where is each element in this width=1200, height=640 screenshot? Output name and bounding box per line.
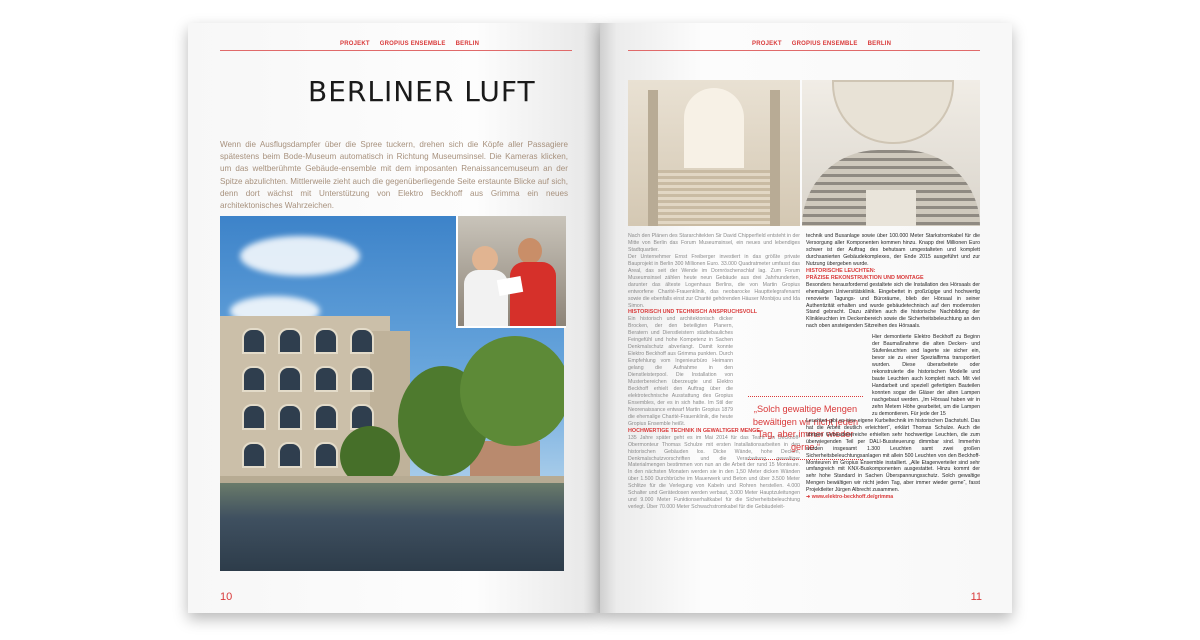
header-item-berlin: BERLIN [867,41,892,47]
paragraph: Besonders herausfordernd gestaltete sich die Installation des Hörsaals der ehemaligen Universitätsklinik. Eingebettet in großzügige und hochwertig renovierte Tagungs- und Büroräume, blieb der Hörsaal in seiner Authentizität erhalten und wurde gebäudetechnisch auf den modernsten Stand gebracht. Dazu zählten auch die historische Nachbildung der Klinikleuchten im Deckenbereich sowie die Sicherheitsbeleuchtung an den nach oben ansteigenden Sitzreihen des Hörsaals. [806,281,980,330]
paragraph: technik und Busanlage sowie über 100.000 Meter Starkstromkabel für die Versorgung aller Komponenten kommen hinzu. Knapp drei Millionen Euro schwer ist der Auftrag des behutsam umgestalteten und komplett durchsanierten Gebäudekomplexes, der Ende 2015 ausgeführt und zur Nutzung übergeben wurde. [806,233,980,267]
subheading: HISTORISCH UND TECHNISCH ANSPRUCHSVOLL [628,309,758,316]
article-title: BERLINER LUFT [308,75,536,108]
paragraph: 135 Jahre später geht es im Mai 2014 für das Team um Beckhoff-Obermonteur Thomas Schulze mit ersten Installationsarbeiten in den historischen Gebäuden los. Dicke Wände, hohe Decken, Denkmalschutzvorschriften und die Verarbeitung gewaltiger Materialmengen bestimmen von nun an die Arbeit der rund 15 Monteure. In den nächsten Monaten werden sie in den 1,50 Meter dicken Wänden über 1.500 Durchbrüche im Mauerwerk und Beton und über 3.500 Meter Schlitze für die Verlegung von Kabeln und Rohren herstellen. 4.000 Schalter und Gerätedosen werden verbaut, 3.000 Meter Hauptzuleitungen und 9.000 Meter Funktionserhaltkabel für die Sicherheitsbeleuchtung verlegt. Über 70.000 Meter Schwachstromkabel für die Gebäudeleit- [628,434,800,511]
website-link[interactable] [806,494,980,501]
page-number-right: 11 [970,591,982,603]
team-photo [456,216,566,328]
subheading: PRÄZISE REKONSTRUKTION UND MONTAGE [806,274,924,281]
header-item-projekt: PROJEKT [752,41,782,47]
website-url[interactable]: www.elektro-beckhoff.de/grimma [811,494,894,501]
subheading: HISTORISCHE LEUCHTEN: [806,267,876,274]
intro-paragraph: Wenn die Ausflugsdampfer über die Spree tuckern, drehen sich die Köpfe aller Passagiere spätestens beim Bode-Museum automatisch in Richtung Museumsinsel. Die Kameras klicken, um das weltberühmte Gebäude-ensemble mit dem imposanten Renaissancemuseum an der Spitze abzulichten. Mittlerweile zieht auch die gegenüberliegende Seite erstaunte Blicke auf sich, denn dort wächst mit Unterstützung von Elektro Beckhoff aus Grimma ein neues architektonisches Wahrzeichen. [220,140,568,211]
paragraph: Hier demontierte Elektro Beckhoff zu Beginn der Baumaßnahme die alten Decken- und Stufenleuchten und lagerte sie sicher ein, bevor sie zu einer Spezialfirma transportiert wurden. Diese überarbeitete oder rekonstruierte die historischen Modelle und baute Leuchten auch komplett nach. Mit viel Handarbeit und speziell gefertigten Bauteilen konnten sogar die Gläser der alten Lampen nachgebaut werden. „Im Hörsaal haben wir in zehn Metern Höhe gearbeitet, um die Lampen zu demontieren. Für jede der 15 [872,334,980,417]
header-rule-right [628,50,980,51]
header-item-gropius: GROPIUS ENSEMBLE [379,41,446,47]
text-column-2 [806,233,980,501]
text-column-1 [628,233,800,511]
header-rule [220,50,572,51]
lecture-hall-photo [802,80,980,226]
subheading: HOCHWERTIGE TECHNIK IN GEWALTIGER MENGE [628,427,760,434]
paragraph: Der Unternehmer Ernst Freiberger investiert in das größte private Bauprojekt in Berlin 300 Millionen Euro. 33.000 Quadratmeter umfasst das Areal, das seit der Wende im Dornröschenschlaf lag. Zum Forum Museumsinsel zählen heute neun Gebäude aus drei Jahrhunderten, darunter das älteste Logenhaus Berlins, die von Martin Gropius entworfene Charité-Frauenklinik, das neobarocke Haupttelegrafenamt sowie die ebenfalls einst zur Charité gehörenden Häuser Monbijou und Ida Simon. [628,253,800,309]
paragraph: Nach den Plänen des Stararchitekten Sir David Chipperfield entsteht in der Mitte von Berlin das Forum Museumsinsel, ein neues und lebendiges Stadtquartier. [628,233,800,253]
staircase-photo [628,80,800,226]
pull-quote: „Solch gewaltige Mengen bewältigen wir nicht jeden Tag, aber immer wieder gerne.“ [748,396,863,460]
paragraph: Leuchten gibt es eine eigene Kurbeltechnik im historischen Dachstuhl. Das hat die Arbeit deutlich erleichtert“, erklärt Thomas Schulze. Auch die übrigen Gebäudebereiche erhielten sehr hochwertige Leuchten, die zum überwiegenden Teil per DALI-Bussteuerung dimmbar sind. Immerhin wurden insgesamt 1.300 Leuchten samt zwei großen Sicherheitsbeleuchtungsanlagen mit allein 500 Leuchten von den Beckhoff-Monteuren im Gropius Ensemble installiert. „Alle Etagenverteiler sind sehr umfangreich mit KNX-Buskomponenten ausgestattet. Hinzu kommt der sehr hohe Standard in Sachen Überspannungsschutz. Solch gewaltige Mengen bewältigen wir nicht jeden Tag, aber immer wieder gerne“, fasst Projektleiter Jürgen Albrecht zusammen. [806,417,980,494]
running-header [340,41,479,47]
header-item-gropius: GROPIUS ENSEMBLE [791,41,858,47]
link-arrow-icon: ➜ [806,494,812,501]
header-item-berlin: BERLIN [455,41,480,47]
paragraph: Ein historisch und architektonisch dicker Brocken, der den beteiligten Planern, Beratern und Dienstleistern städtebauliches Feingefühl und hohe Kompetenz in Sachen Denkmalschutz abverlangt. Damit konnte Elektro Beckhoff aus Grimma punkten. Durch Empfehlung vom Ingenieurbüro Heimann gelang die Aufnahme in den Dienstleisterpool. Die Installation von Musterbereichen überzeugte und Elektro Beckhoff erhielt den Auftrag über die elektrotechnische Ausstattung des Gropius Ensembles, der es in sich hatte. Im Stil der Neorenaissance entwarf Martin Gropius 1879 die ehemalige Charité-Frauenklinik, die heute Gropius Ensemble heißt. [628,316,733,427]
left-page [188,23,600,613]
page-number-left: 10 [220,591,233,603]
right-page [600,23,1012,613]
running-header-right [752,41,891,47]
header-item-projekt: PROJEKT [340,41,370,47]
